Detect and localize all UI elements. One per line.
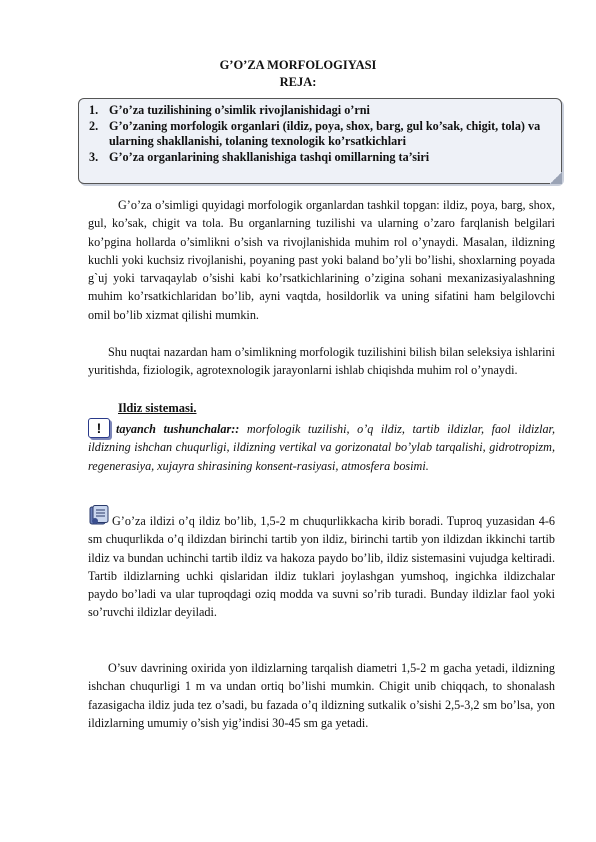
plan-item-text: G’o’zaning morfologik organlari (ildiz, poya, shox, barg, gul ko’sak, chigit, tola) va ularning shakllanishi, tolaning texnologik ko’rsatkichlari [109,118,541,148]
exclamation-icon: ! [88,418,110,438]
plan-box [78,98,562,184]
body-paragraph-3-text: G’o’za ildizi o’q ildiz bo’lib, 1,5-2 m chuqurlikkacha kirib boradi. Tuproq yuzasidan 4-6 sm chuqurlikda o’q ildizdan birinchi tartib yon ildiz, birinchi tartib yon ildizdan ikkinchi tartib ildiz va bundan uchinchi tartib ildiz va hakoza paydo bo’lib, ildiz sistemasini vujudga keltiradi. Tartib ildizlarning uchki qislaridan ildiz tuklari joylashgan yumshoq, ingichka ildizchalar paydo bo’ladi va ular tuproqdagi oziq modda va suvni so’rib turadi. Bunday ildizlar faol yoki so’ruvchi ildizlar deyiladi. [88,514,555,620]
plan-item-3 [89,150,555,166]
plan-item-text: G’o’za organlarining shakllanishiga tashqi omillarning ta’siri [109,149,430,164]
keywords-text: morfologik tuzilishi, o’q ildiz, tartib ildizlar, faol ildizlar, ildizning ishchan chuqurligi, ildizning vertikal va gorizonatal bo’ylab tarqalishi, gidrotropizm, regenerasiya, xujayra shirasining konsent-rasiyasi, atmosfera bosimi. [88,422,555,473]
plan-item-2 [89,119,555,150]
plan-item-number: 2. [89,118,99,133]
keywords-paragraph [88,420,555,475]
body-paragraph-1: G’o’za o’simligi quyidagi morfologik organlardan tashkil topgan: ildiz, poya, barg, shox, gul, ko’sak, chigit va tola. Bu organlarning tuzilishi va ularning o’zaro farqlanish belgilari ko’pgina hollarda o’simlikni o’sish va rivojlanishida muhim rol o’ynaydi. Masalan, ildizning kuchli yoki kuchsiz rivojlanishi, poyaning past yoki baland bo’yli bo’lishi, shoxlarning poyada g`uj yoki tarvaqaylab o’sishi kabi ko’rsatkichlarining o’zigina sohani mexanizasiyalashning muhim ko’rsatkichlaridan bo’lib, ayni vaqtda, hosildorlik va uning sifatini ham belgilovchi omil bo’lib xizmat qilishi mumkin. [88,198,555,322]
plan-item-text: G’o’za tuzilishining o’simlik rivojlanishidagi o’rni [109,103,370,117]
plan-item-number: 1. [89,103,99,117]
section-heading: Ildiz sistemasi. [118,401,197,415]
body-paragraph-2: Shu nuqtai nazardan ham o’simlikning morfologik tuzilishini bilish bilan seleksiya ishlarini yuritishda, fiziologik, agrotexnologik jarayonlarni ishlab chiqishda muhim rol o’ynaydi. [88,345,555,378]
page-title: G’O’ZA MORFOLOGIYASI [219,58,377,72]
plan-item-number: 3. [89,149,99,164]
plan-item-1 [89,103,555,119]
body-paragraph-4: O’suv davrining oxirida yon ildizlarning tarqalish diametri 1,5-2 m gacha yetadi, ildizning ishchan chuqurligi 1 m va undan ortiq bo’lishi mumkin. Chigit unib chiqqach, to shonalash fazasigacha ildiz juda tez o’sadi, bu fazada o’q ildizning sutkalik o’sishi 2,5-3,2 sm bo’lsa, yon ildizlarning umumiy o’sish yig’indisi 30-45 sm ga yetadi. [88,661,555,730]
body-paragraph-3 [88,512,555,622]
plan-heading: REJA: [279,75,317,89]
page-fold-corner [550,172,562,184]
keywords-label: tayanch tushunchalar:: [116,422,240,436]
